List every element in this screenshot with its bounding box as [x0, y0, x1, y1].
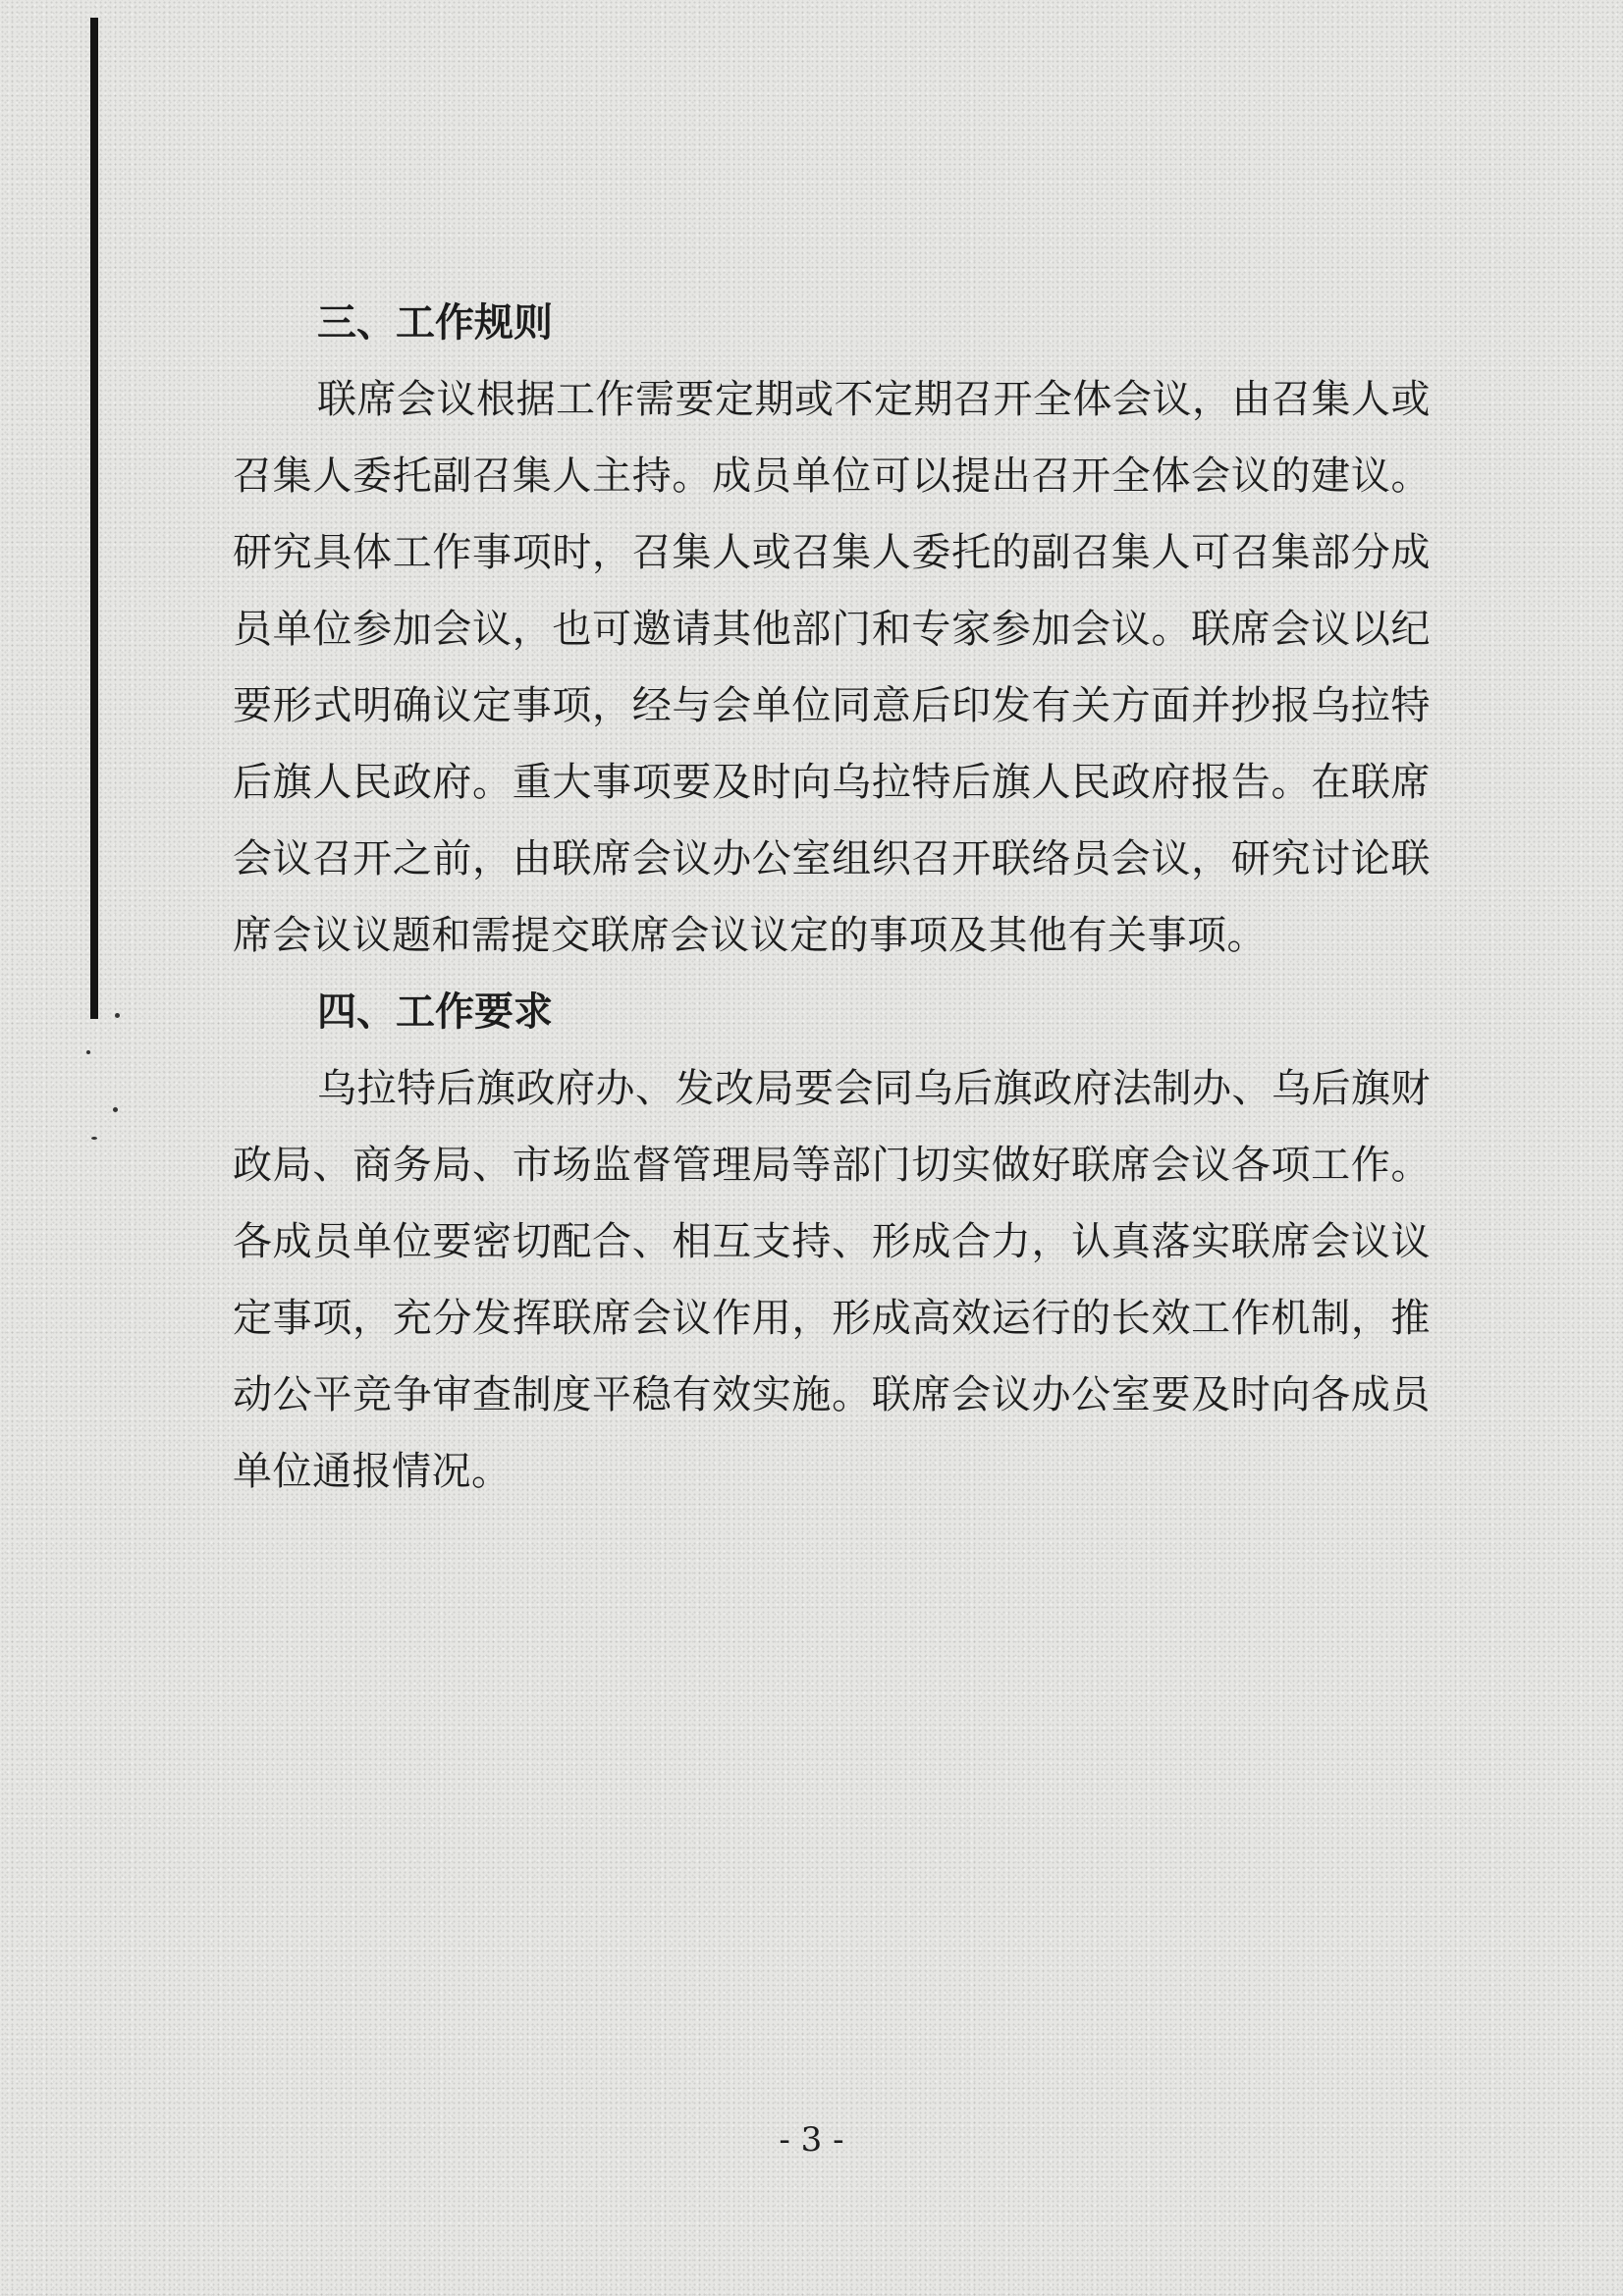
scan-speck [113, 1107, 118, 1112]
section-paragraph-work-requirements: 乌拉特后旗政府办、发改局要会同乌后旗政府法制办、乌后旗财政局、商务局、市场监督管理局等部门切实做好联席会议各项工作。各成员单位要密切配合、相互支持、形成合力，认真落实联席会议议定事项，充分发挥联席会议作用，形成高效运行的长效工作机制，推动公平竞争审查制度平稳有效实施。联席会议办公室要及时向各成员单位通报情况。 [233, 1066, 1431, 1494]
scan-speck [115, 1013, 120, 1018]
page-number: - 3 - [779, 2120, 844, 2160]
document-body [233, 285, 1431, 1510]
section-heading-work-rules: 三、工作规则 [317, 300, 553, 346]
section-paragraph-work-rules: 联席会议根据工作需要定期或不定期召开全体会议，由召集人或召集人委托副召集人主持。成员单位可以提出召开全体会议的建议。研究具体工作事项时，召集人或召集人委托的副召集人可召集部分成员单位参加会议，也可邀请其他部门和专家参加会议。联席会议以纪要形式明确议定事项，经与会单位同意后印发有关方面并抄报乌拉特后旗人民政府。重大事项要及时向乌拉特后旗人民政府报告。在联席会议召开之前，由联席会议办公室组织召开联络员会议，研究讨论联席会议议题和需提交联席会议议定的事项及其他有关事项。 [233, 377, 1431, 958]
scan-speck [86, 1050, 90, 1054]
section-heading-work-requirements: 四、工作要求 [317, 989, 553, 1035]
scan-speck [91, 1137, 97, 1140]
binding-edge-shadow [90, 18, 98, 1019]
